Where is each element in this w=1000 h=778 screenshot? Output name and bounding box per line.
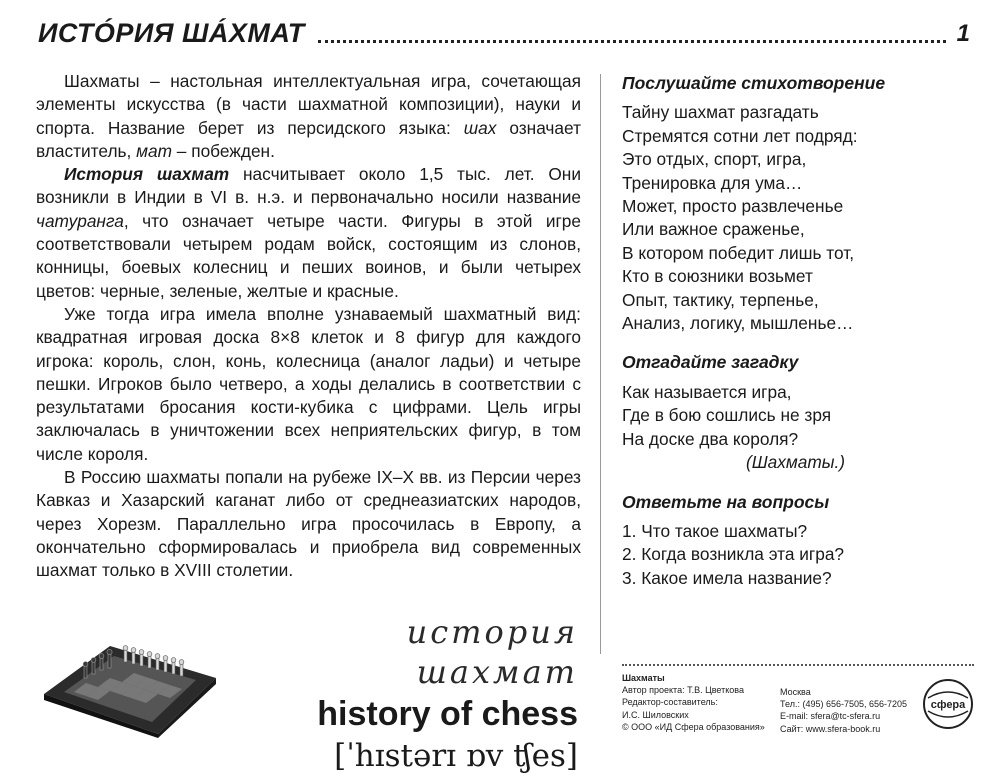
- header: [38, 18, 970, 54]
- paragraph-3: Уже тогда игра имела вполне узнаваемый шахматный вид: квадратная игровая доска 8×8 клеток и 8 фигур для каждого игрока: король, слон, конь, колесница (аналог ладьи) и четыре пешки. Игроков было четверо, а ходы делались в соответствии с результатами бросания кости-кубика с цифрами. Цель игры заключалась в уничтожении всех неприятельских фигур, в том числе короля.: [36, 303, 581, 464]
- poem-line: Стремятся сотни лет подряд:: [622, 125, 858, 146]
- chessboard-icon: [40, 616, 220, 736]
- imprint-contacts: [780, 686, 920, 735]
- question-item: 1. Что такое шахматы?: [622, 520, 808, 541]
- paragraph-2: История шахмат насчитывает около 1,5 тыс. лет. Они возникли в Индии в VI в. н.э. и первоначально носили название чатуранга, что означает четыре части. Фигуры в этой игре соответствовали четырем родам войск, состоящим из слонов, конницы, боевых колесниц и пеших воинов, и были четырех цветов: черные, зеленые, желтые и красные.: [36, 164, 581, 301]
- sidebar: [622, 72, 982, 606]
- question-item: 3. Какое имела название?: [622, 567, 832, 588]
- question-item: 2. Когда возникла эта игра?: [622, 544, 845, 565]
- questions-heading: Ответьте на вопросы: [622, 491, 830, 512]
- article-text: [36, 70, 581, 583]
- imprint-city: Москва: [780, 687, 811, 697]
- imprint-phone: Тел.: (495) 656-7505, 656-7205: [780, 699, 908, 710]
- poem-line: Это отдых, спорт, игра,: [622, 149, 807, 170]
- questions-section: [622, 491, 982, 591]
- poem-section: [622, 72, 982, 335]
- footer-divider: [622, 664, 974, 666]
- riddle-heading: Отгадайте загадку: [622, 352, 799, 373]
- page-number: 1: [956, 20, 970, 47]
- riddle-answer: (Шахматы.): [746, 452, 846, 473]
- sfera-logo-icon: [922, 678, 974, 730]
- column-divider: [600, 74, 601, 654]
- imprint-email: E-mail: sfera@tc-sfera.ru: [780, 711, 881, 722]
- question-list: [622, 520, 982, 590]
- transcription: [ˈhɪstərɪ ɒv ʧes]: [334, 738, 578, 774]
- poem-line: Тайну шахмат разгадать: [622, 102, 819, 123]
- poem-line: Опыт, тактику, терпенье,: [622, 289, 819, 310]
- riddle-lines: [622, 381, 982, 451]
- riddle-line: Как называется игра,: [622, 381, 792, 402]
- imprint-copyright: © ООО «ИД Сфера образования»: [622, 721, 765, 732]
- poem-heading: Послушайте стихотворение: [622, 73, 886, 93]
- poem-line: Кто в союзники возьмет: [622, 266, 813, 287]
- imprint-author: Автор проекта: Т.В. Цветкова: [622, 685, 744, 696]
- poem-line: Или важное сраженье,: [622, 219, 805, 240]
- cursive-word: история шахмат: [406, 613, 578, 691]
- title-leader-dots: [318, 40, 946, 43]
- paragraph-1: Шахматы – настольная интеллектуальная игра, сочетающая элементы искусства (в части шахматной композиции), науки и спорта. Название берет из персидского языка: шах означает властитель, мат – побежден.: [36, 71, 582, 161]
- riddle-line: На доске два короля?: [622, 428, 799, 449]
- paragraph-4: В Россию шахматы попали на рубеже IX–X вв. из Персии через Кавказ и Хазарский каганат либо от среднеазиатских народов, через Хорезм. Параллельно игра просочилась в Европу, а окончательно сформировалась и приобрела вид современных шахмат только в XVIII столетии.: [36, 467, 581, 581]
- riddle-line: Где в бою сошлись не зря: [622, 405, 832, 426]
- imprint-site: Сайт: www.sfera-book.ru: [780, 723, 881, 734]
- imprint-editor-label: Редактор-составитель:: [622, 697, 718, 708]
- poem-line: Может, просто развлеченье: [622, 196, 844, 217]
- english-word: history of chess: [317, 695, 578, 733]
- poem-line: Анализ, логику, мышленье…: [622, 313, 854, 334]
- riddle-section: [622, 351, 982, 474]
- page-title: ИСТÓРИЯ ШÁХМАТ: [38, 18, 309, 49]
- vocabulary-word: [246, 612, 578, 778]
- poem-line: Тренировка для ума…: [622, 172, 803, 193]
- poem-lines: [622, 101, 982, 335]
- imprint-credits: [622, 672, 782, 733]
- svg-text:сфера: сфера: [930, 699, 966, 711]
- imprint-title: Шахматы: [622, 673, 665, 683]
- imprint-editor: И.С. Шиловских: [622, 709, 689, 720]
- poem-line: В котором победит лишь тот,: [622, 242, 855, 263]
- chessboard-illustration: [40, 616, 220, 736]
